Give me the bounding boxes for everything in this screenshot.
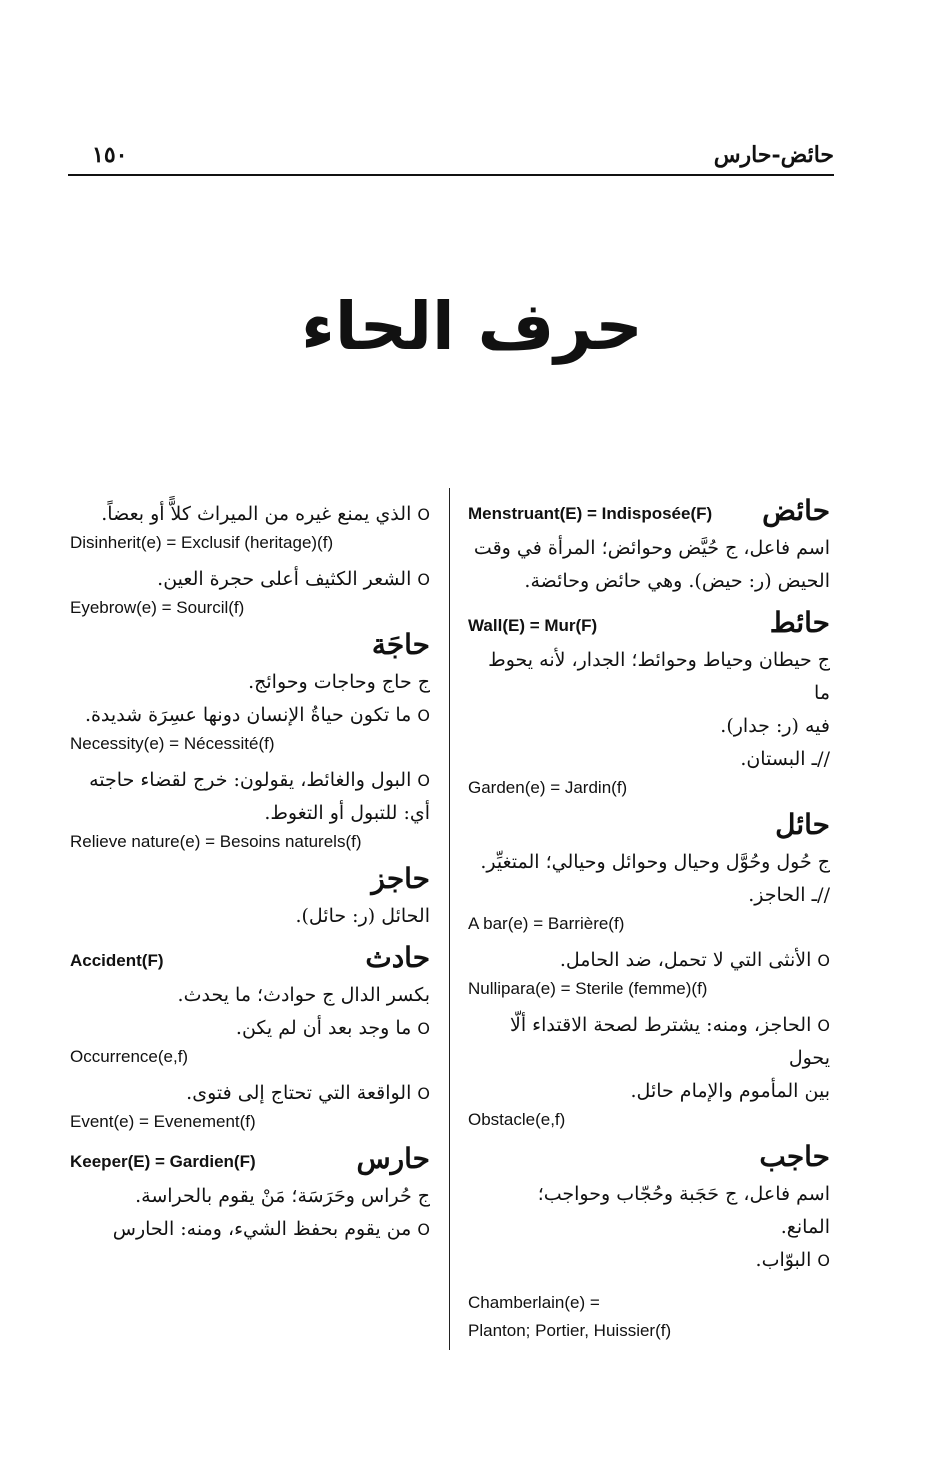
page-number: ١٥٠	[92, 142, 128, 168]
definition: المانع.	[780, 1216, 830, 1238]
sub-definition: أي: للتبول أو التغوط.	[264, 802, 430, 824]
entry-hajib	[468, 1140, 830, 1343]
circle-bullet: O	[417, 771, 430, 790]
definition: //ـ الحاجز.	[748, 884, 830, 906]
english-gloss: Planton; Portier, Huissier(f)	[468, 1321, 672, 1340]
translation: Keeper(E) = Gardien(F)	[70, 1152, 256, 1171]
headword: حارس	[356, 1142, 430, 1175]
circle-bullet: O	[817, 1251, 830, 1270]
headword: حائط	[769, 606, 830, 639]
headword: حادث	[365, 941, 430, 974]
sub-definition: بين المأموم والإمام حائل.	[630, 1080, 830, 1102]
circle-bullet: O	[817, 1016, 830, 1035]
definition: //ـ البستان.	[740, 748, 830, 770]
headword: حاجَة	[371, 628, 430, 661]
sub-definition: O البوّاب.	[755, 1249, 830, 1271]
definition: اسم فاعل، ج حَجَبة وحُجّاب وحواجب؛	[537, 1183, 830, 1205]
running-title: حائض-حارس	[713, 142, 834, 168]
sub-definition: O ما تكون حياةُ الإنسان دونها عسِرَة شديدة.	[84, 704, 430, 726]
english-gloss: Chamberlain(e) =	[468, 1293, 600, 1312]
entry-haja	[70, 628, 430, 854]
circle-bullet: O	[817, 951, 830, 970]
translation: Menstruant(E) = Indisposée(F)	[468, 504, 713, 523]
english-gloss: Relieve nature(e) = Besoins naturels(f)	[70, 832, 362, 851]
english-gloss: Occurrence(e,f)	[70, 1047, 189, 1066]
translation: Wall(E) = Mur(F)	[468, 616, 598, 635]
definition: بكسر الدال ج حوادث؛ ما يحدث.	[177, 984, 430, 1006]
entry-hajiz	[70, 862, 430, 933]
english-gloss: Event(e) = Evenement(f)	[70, 1112, 256, 1131]
english-gloss: Nullipara(e) = Sterile (femme)(f)	[468, 979, 708, 998]
definition: ج حُول وحُوَّل وحيال وحوائل وحيالي؛ المتغيِّر.	[480, 851, 830, 873]
headword: حائل	[775, 808, 830, 841]
sub-definition: O الحاجز، ومنه: يشترط لصحة الاقتداء ألّا يحول	[510, 1014, 830, 1069]
sub-definition: O البول والغائط، يقولون: خرج لقضاء حاجته	[89, 769, 430, 791]
entry-haid	[468, 494, 830, 598]
page-header	[68, 138, 834, 176]
english-gloss: Necessity(e) = Nécessité(f)	[70, 734, 275, 753]
translation: Accident(F)	[70, 951, 164, 970]
english-gloss: Obstacle(e,f)	[468, 1110, 566, 1129]
left-column	[70, 498, 430, 1258]
definition: ج حُراس وحَرَسَة؛ مَنْ يقوم بالحراسة.	[135, 1185, 430, 1207]
english-gloss: Disinherit(e) = Exclusif (heritage)(f)	[70, 533, 334, 552]
sub-definition: O الشعر الكثيف أعلى حجرة العين.	[157, 568, 430, 590]
definition: اسم فاعل، ج حُيَّض وحوائض؛ المرأة في وقت	[473, 537, 830, 559]
sub-definition: O من يقوم بحفظ الشيء، ومنه: الحارس	[112, 1218, 430, 1240]
circle-bullet: O	[417, 1220, 430, 1239]
right-column	[468, 494, 830, 1355]
circle-bullet: O	[417, 505, 430, 524]
sub-definition: O ما وجد بعد أن لم يكن.	[235, 1017, 430, 1039]
definition: فيه (ر: جدار).	[720, 715, 830, 737]
sub-definition: O الأنثى التي لا تحمل، ضد الحامل.	[559, 949, 830, 971]
definition: ج حاج وحاجات وحوائج.	[248, 671, 430, 693]
sub-definition: O الذي يمنع غيره من الميراث كلاًّ أو بعضاً.	[101, 503, 430, 525]
definition: الحيض (ر: حيض). وهي حائض وحائضة.	[524, 570, 830, 592]
headword: حائض	[762, 494, 830, 527]
english-gloss: Eyebrow(e) = Sourcil(f)	[70, 598, 245, 617]
chapter-title: حرف الحاء	[301, 288, 643, 365]
definition: الحائل (ر: حائل).	[295, 905, 430, 927]
column-divider	[449, 488, 450, 1350]
circle-bullet: O	[417, 706, 430, 725]
english-gloss: A bar(e) = Barrière(f)	[468, 914, 625, 933]
entry-hait	[468, 606, 830, 800]
circle-bullet: O	[417, 570, 430, 589]
entry-hajib-continued	[70, 498, 430, 620]
sub-definition: O الواقعة التي تحتاج إلى فتوى.	[186, 1082, 430, 1104]
definition: ج حيطان وحياط وحوائط؛ الجدار، لأنه يحوط ما	[488, 649, 830, 704]
english-gloss: Garden(e) = Jardin(f)	[468, 778, 628, 797]
entry-hadith	[70, 941, 430, 1134]
headword: حاجز	[371, 862, 430, 895]
circle-bullet: O	[417, 1019, 430, 1038]
entry-haris	[70, 1142, 430, 1246]
circle-bullet: O	[417, 1084, 430, 1103]
entry-hail	[468, 808, 830, 1132]
headword: حاجب	[759, 1140, 830, 1173]
